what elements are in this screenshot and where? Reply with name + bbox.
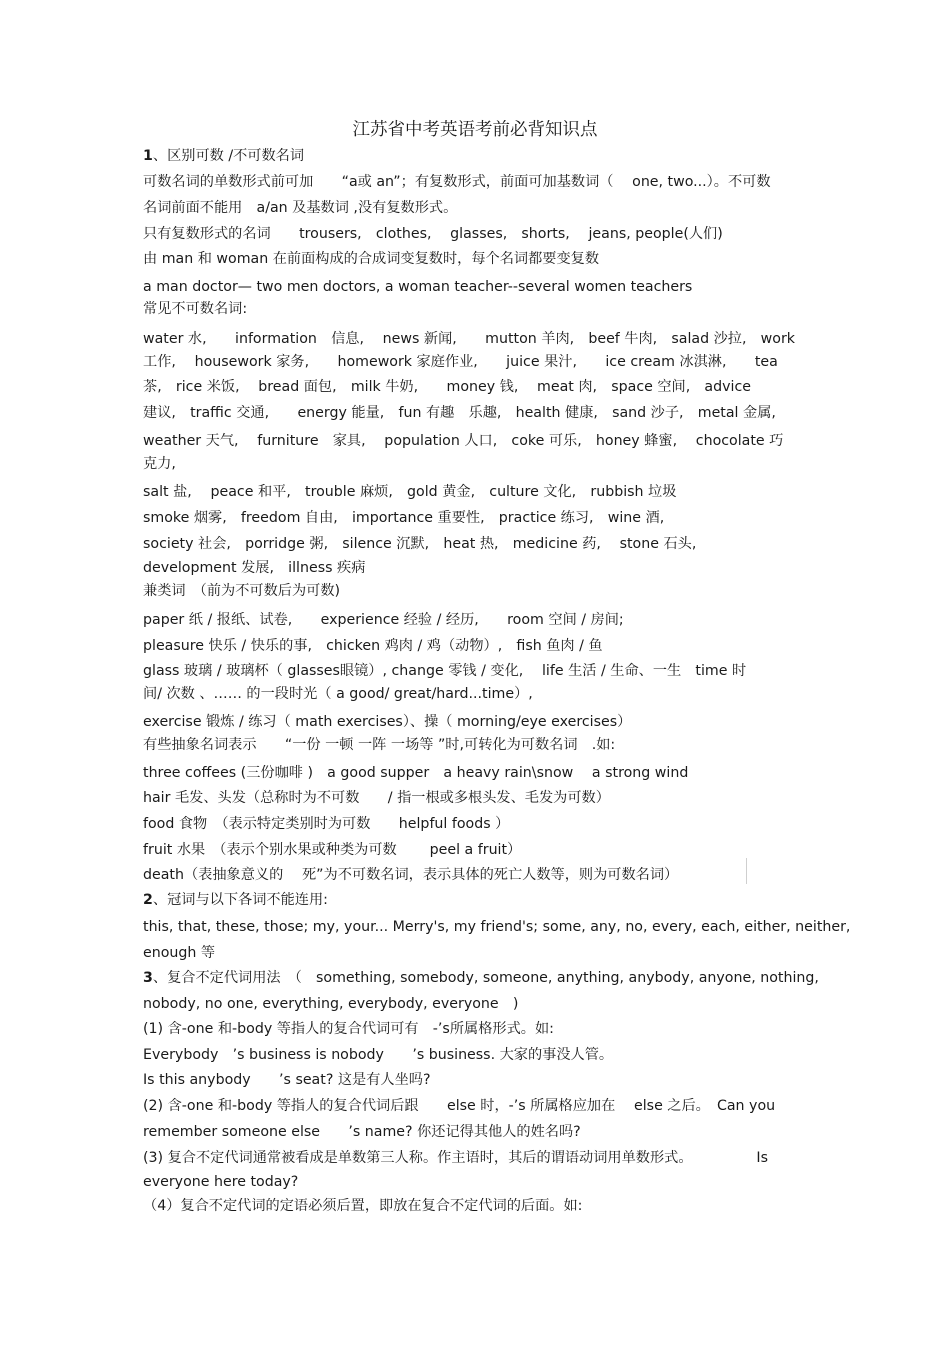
- text-line: glass 玻璃 / 玻璃杯（ glasses眼镜）, change 零钱 / 变化, life 生活 / 生命、一生 time 时: [143, 663, 747, 679]
- text-line: development 发展, illness 疾病: [143, 560, 366, 576]
- text-line: 有些抽象名词表示 “一份 一顿 一阵 一场等 ”时,可转化为可数名词 .如:: [143, 737, 616, 753]
- text-line: enough 等: [143, 945, 216, 961]
- text-line: society 社会, porridge 粥, silence 沉默, heat 热, medicine 药, stone 石头,: [143, 536, 697, 552]
- text-line: 工作, housework 家务, homework 家庭作业, juice 果汁, ice cream 冰淇淋, tea: [143, 354, 778, 370]
- page-title: 江苏省中考英语考前必背知识点: [352, 120, 598, 140]
- text-line: 克力,: [143, 456, 176, 472]
- text-line: 2、冠词与以下各词不能连用:: [143, 892, 328, 908]
- text-line: 由 man 和 woman 在前面构成的合成词变复数时，每个名词都要变复数: [143, 251, 600, 267]
- section-number: 3: [143, 970, 153, 986]
- text-line: everyone here today?: [143, 1174, 299, 1190]
- text-line: a man doctor— two men doctors, a woman teacher--several women teachers: [143, 279, 693, 295]
- text-line: (3) 复合不定代词通常被看成是单数第三人称。作主语时，其后的谓语动词用单数形式。 Is: [143, 1150, 768, 1166]
- text-line: 兼类词 （前为不可数后为可数): [143, 583, 341, 599]
- text-line: 建议, traffic 交通, energy 能量, fun 有趣 乐趣, health 健康, sand 沙子, metal 金属,: [143, 405, 776, 421]
- text-line: 间/ 次数 、…… 的一段时光（ a good/ great/hard...time）,: [143, 686, 533, 702]
- text-line: fruit 水果 （表示个别水果或种类为可数 peel a fruit）: [143, 842, 522, 858]
- text-line: smoke 烟雾, freedom 自由, importance 重要性, practice 练习, wine 酒,: [143, 510, 665, 526]
- text-line: paper 纸 / 报纸、试卷, experience 经验 / 经历, room 空间 / 房间;: [143, 612, 624, 628]
- margin-mark: [746, 858, 747, 884]
- text-line: remember someone else ’s name? 你还记得其他人的姓名吗?: [143, 1124, 581, 1140]
- text-line: Everybody ’s business is nobody ’s business. 大家的事没人管。: [143, 1047, 614, 1063]
- text-line: 常见不可数名词:: [143, 301, 248, 317]
- text-line: 茶, rice 米饭, bread 面包, milk 牛奶, money 钱, meat 肉, space 空间, advice: [143, 379, 751, 395]
- text-line: （4）复合不定代词的定语必须后置，即放在复合不定代词的后面。如:: [143, 1198, 583, 1214]
- section-number: 2: [143, 892, 153, 908]
- text-line: death（表抽象意义的 死”为不可数名词，表示具体的死亡人数等，则为可数名词）: [143, 867, 679, 883]
- text-line: food 食物 （表示特定类别时为可数 helpful foods ）: [143, 816, 510, 832]
- text-line: (1) 含-one 和-body 等指人的复合代词可有 -’s所属格形式。如:: [143, 1021, 554, 1037]
- text-line: weather 天气, furniture 家具, population 人口, coke 可乐, honey 蜂蜜, chocolate 巧: [143, 433, 784, 449]
- text-line: 3、复合不定代词用法 （ something, somebody, someone, anything, anybody, anyone, nothing,: [143, 970, 819, 986]
- text-line: 名词前面不能用 a/an 及基数词 ,没有复数形式。: [143, 200, 458, 216]
- text-line: nobody, no one, everything, everybody, everyone ): [143, 996, 519, 1012]
- section-number: 1: [143, 148, 153, 164]
- text-line: hair 毛发、头发（总称时为不可数 / 指一根或多根头发、毛发为可数）: [143, 790, 610, 806]
- text-line: salt 盐, peace 和平, trouble 麻烦, gold 黄金, culture 文化, rubbish 垃圾: [143, 484, 677, 500]
- text-line: this, that, these, those; my, your... Merry's, my friend's; some, any, no, every, each, either, neither,: [143, 919, 851, 935]
- text-line: Is this anybody ’s seat? 这是有人坐吗?: [143, 1072, 431, 1088]
- text-line: water 水, information 信息, news 新闻, mutton 羊肉, beef 牛肉, salad 沙拉, work: [143, 331, 796, 347]
- text-line: 可数名词的单数形式前可加 “a或 an”；有复数形式，前面可加基数词（ one, two...）。不可数: [143, 174, 771, 190]
- text-line: (2) 含-one 和-body 等指人的复合代词后跟 else 时，-’s 所属格应加在 else 之后。 Can you: [143, 1098, 776, 1114]
- text-line: 1、区别可数 /不可数名词: [143, 148, 305, 164]
- text-line: pleasure 快乐 / 快乐的事, chicken 鸡肉 / 鸡（动物）, fish 鱼肉 / 鱼: [143, 638, 603, 654]
- text-line: 只有复数形式的名词 trousers, clothes, glasses, shorts, jeans, people(人们): [143, 226, 723, 242]
- text-line: three coffees (三份咖啡 ) a good supper a heavy rain\snow a strong wind: [143, 765, 689, 781]
- text-line: exercise 锻炼 / 练习（ math exercises）、操（ morning/eye exercises）: [143, 714, 632, 730]
